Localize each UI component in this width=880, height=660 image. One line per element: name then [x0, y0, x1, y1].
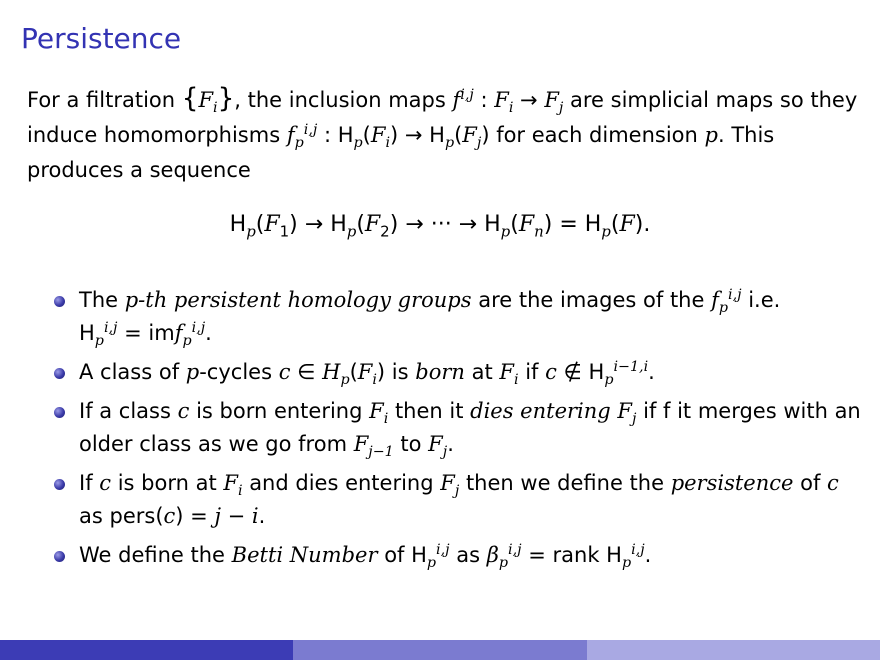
bullet-item: If a class c is born entering $F_i$ then it dies entering $F_j$ if f it merges with an older class as we go from $F_{j-1}$ to $F_j$.: [52, 395, 862, 461]
footer-segment-left: [0, 640, 293, 660]
bullet-dot: [54, 479, 65, 490]
bullet-item: We define the Betti Number of $H_p^{i,j}$ as $\beta_p^{i,j}$ = rank $H_p^{i,j}$.: [52, 539, 862, 572]
bullet-item: A class of p-cycles c ∈ $H_p(F_i)$ is born at $F_i$ if c ∉ $H_p^{i-1,i}$.: [52, 356, 862, 389]
homology-sequence-equation: $H_p(F_1) \to H_p(F_2)$ → ··· → $H_p(F_n) = H_p(F)$.: [229, 212, 651, 241]
slide-title: Persistence: [21, 22, 182, 55]
bullet-dot: [54, 296, 65, 307]
footer-segment-middle: [293, 640, 587, 660]
bullet-dot: [54, 407, 65, 418]
bullet-item: The p-th persistent homology groups are the images of the $f_p^{i,j}$ i.e. $H_p^{i,j} = imf_p^{i,j}$.: [52, 284, 862, 350]
bullet-item: If c is born at $F_i$ and dies entering $F_j$ then we define the persistence of c as pers(c) = j − i.: [52, 467, 862, 533]
footer-bar: [0, 640, 880, 660]
bullet-dot: [54, 368, 65, 379]
intro-paragraph: For a filtration $\{F_i\}$, the inclusion maps $f^{i,j}$ : $F_i \to F_j$ are simplicial maps so they induce homomorphisms $f_p^{i,j}$ : $H_p(F_i) \to H_p(F_j)$ for each dimension p. This produces a sequence: [27, 84, 858, 182]
bullet-list: [52, 284, 862, 578]
bullet-dot: [54, 551, 65, 562]
footer-segment-right: [587, 640, 880, 660]
